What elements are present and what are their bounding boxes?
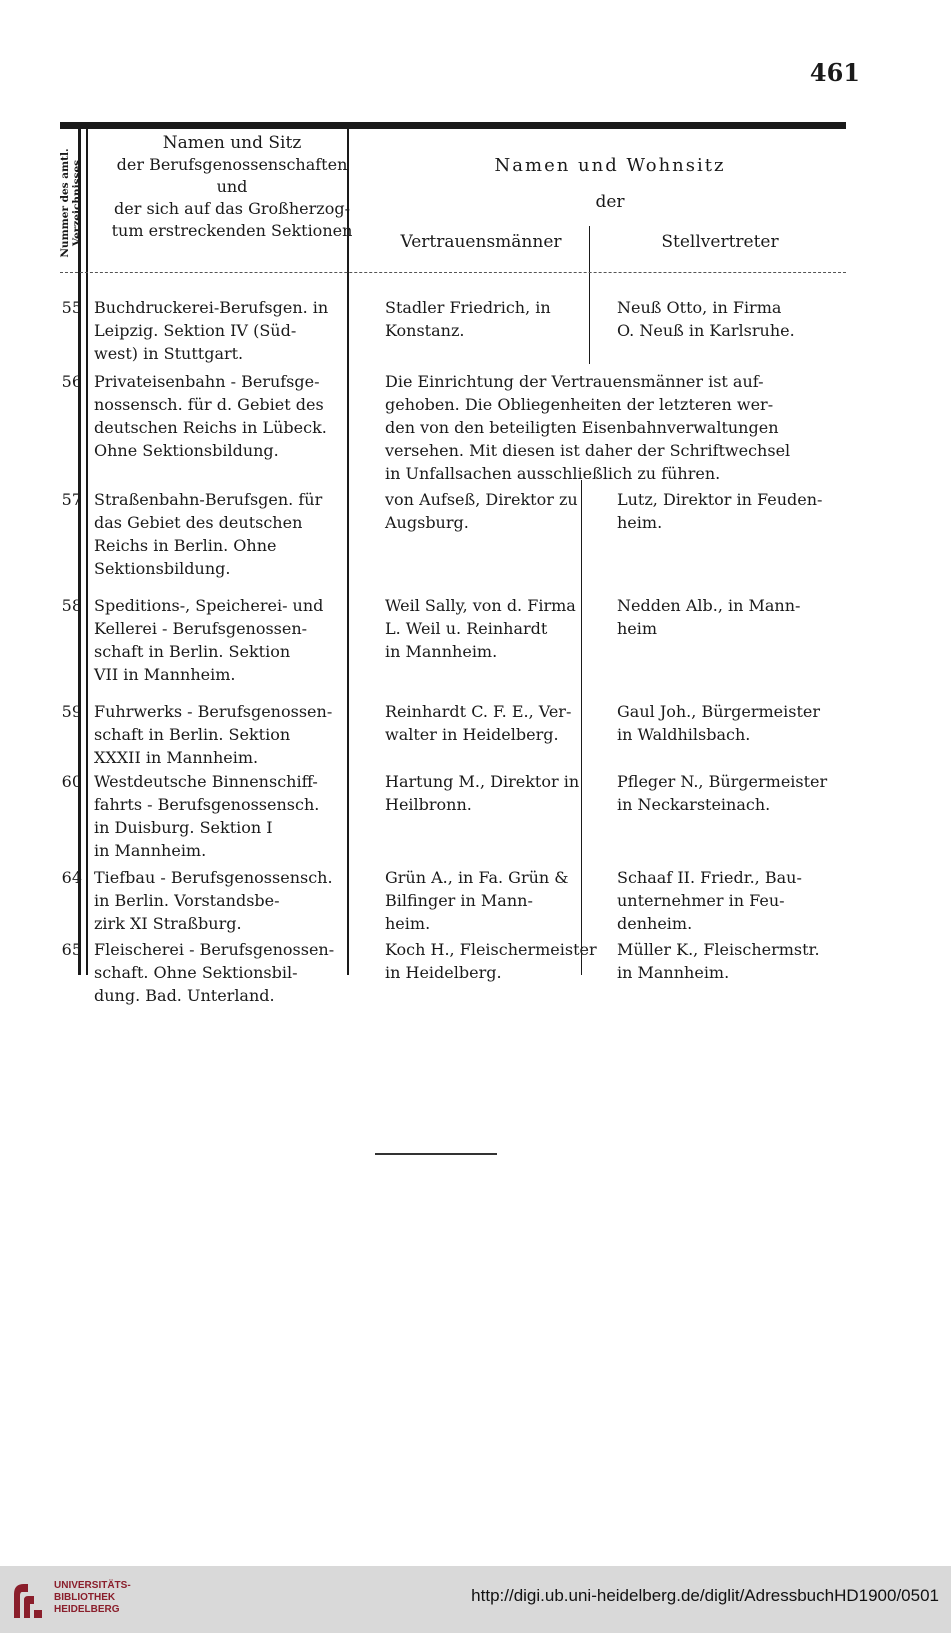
row-trustee: Hartung M., Direktor in Heilbronn. xyxy=(385,772,580,814)
end-rule xyxy=(375,1153,497,1155)
footer-bar xyxy=(0,1566,951,1633)
header-col-name: Namen und Sitz der Berufsgenossenschaften und der sich auf das Großherzog- tum erstreckenden Sektionen xyxy=(111,133,353,240)
header-col-number: Nummer des amtl. Verzeichnisses xyxy=(59,148,83,258)
row-note: Die Einrichtung der Vertrauensmänner ist auf- gehoben. Die Obliegenheiten der letzteren wer- den von den beteiligten Eisenbahnverwaltungen versehen. Mit diesen ist daher der Schriftwechsel in Unfallsachen ausschließlich zu führen. xyxy=(385,372,791,483)
row-name: Privateisenbahn - Berufsge- nossensch. für d. Gebiet des deutschen Reichs in Lübeck. Ohne Sektionsbildung. xyxy=(94,372,327,460)
row-deputy: Gaul Joh., Bürgermeister in Waldhilsbach. xyxy=(617,702,821,744)
row-deputy: Pfleger N., Bürgermeister in Neckarsteinach. xyxy=(617,772,828,814)
row-name: Fuhrwerks - Berufsgenossen- schaft in Berlin. Sektion XXXII in Mannheim. xyxy=(94,702,333,767)
header-col-residence: Namen und Wohnsitz der xyxy=(494,155,726,212)
library-logo-icon xyxy=(10,1580,46,1620)
row-name: Speditions-, Speicherei- und Kellerei - Berufsgenossen- schaft in Berlin. Sektion VII in Mannheim. xyxy=(94,596,324,684)
row-name: Straßenbahn-Berufsgen. für das Gebiet des deutschen Reichs in Berlin. Ohne Sektionsbildung. xyxy=(94,490,323,578)
row-number: 58 xyxy=(61,596,82,615)
row-trustee: von Aufseß, Direktor zu Augsburg. xyxy=(385,490,578,532)
row-deputy: Neuß Otto, in Firma O. Neuß in Karlsruhe. xyxy=(617,298,795,340)
row-trustee: Reinhardt C. F. E., Ver- walter in Heidelberg. xyxy=(385,702,572,744)
row-deputy: Müller K., Fleischermstr. in Mannheim. xyxy=(617,940,820,982)
library-name: UNIVERSITÄTS- BIBLIOTHEK HEIDELBERG xyxy=(54,1580,131,1615)
row-name: Westdeutsche Binnenschiff- fahrts - Berufsgenossensch. in Duisburg. Sektion I in Mannheim. xyxy=(94,772,320,860)
top-rule xyxy=(60,122,846,129)
row-deputy: Lutz, Direktor in Feuden- heim. xyxy=(617,490,823,532)
table-border-col3 xyxy=(589,226,590,364)
row-name: Tiefbau - Berufsgenossensch. in Berlin. Vorstandsbe- zirk XI Straßburg. xyxy=(94,868,333,933)
row-number: 57 xyxy=(61,490,82,509)
row-number: 55 xyxy=(61,298,82,317)
header-trustees: Vertrauensmänner xyxy=(400,232,562,252)
row-trustee: Grün A., in Fa. Grün & Bilfinger in Mann- heim. xyxy=(385,868,569,933)
header-dashed-divider xyxy=(60,272,846,273)
row-trustee: Stadler Friedrich, in Konstanz. xyxy=(385,298,551,340)
row-deputy: Nedden Alb., in Mann- heim xyxy=(617,596,801,638)
row-name: Fleischerei - Berufsgenossen- schaft. Ohne Sektionsbil- dung. Bad. Unterland. xyxy=(94,940,335,1005)
row-number: 59 xyxy=(61,702,82,721)
row-trustee: Weil Sally, von d. Firma L. Weil u. Reinhardt in Mannheim. xyxy=(385,596,576,661)
row-trustee: Koch H., Fleischermeister in Heidelberg. xyxy=(385,940,597,982)
row-name: Buchdruckerei-Berufsgen. in Leipzig. Sektion IV (Süd- west) in Stuttgart. xyxy=(94,298,329,363)
row-number: 56 xyxy=(61,372,82,391)
row-deputy: Schaaf II. Friedr., Bau- unternehmer in Feu- denheim. xyxy=(617,868,802,933)
row-number: 64 xyxy=(61,868,82,887)
row-number: 65 xyxy=(61,940,82,959)
header-deputies: Stellvertreter xyxy=(661,232,779,252)
source-url[interactable]: http://digi.ub.uni-heidelberg.de/diglit/AdressbuchHD1900/0501 xyxy=(471,1586,939,1605)
row-number: 60 xyxy=(61,772,82,791)
table-border-col1 xyxy=(86,129,88,975)
page-number: 461 xyxy=(809,58,860,87)
